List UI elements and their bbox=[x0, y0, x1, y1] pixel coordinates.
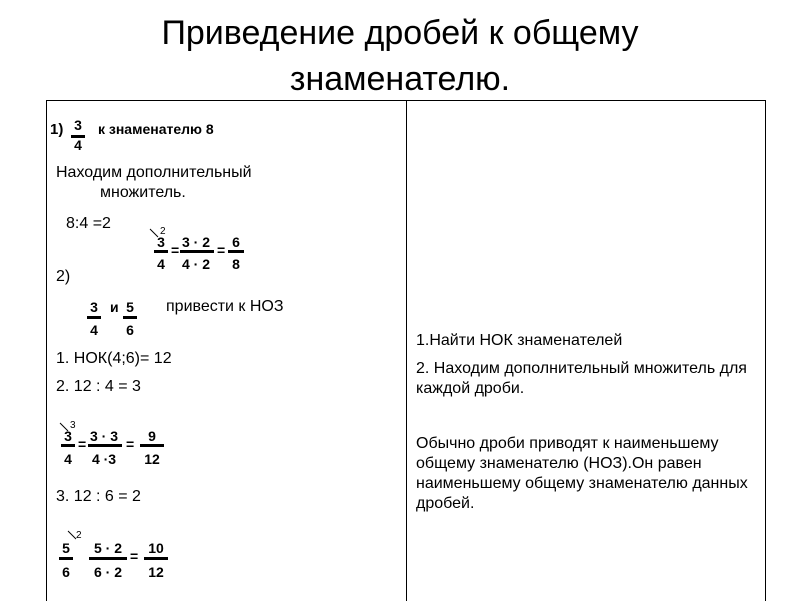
fraction-a-numerator: 3 bbox=[157, 234, 165, 250]
fraction-b-numerator: 3 · 3 bbox=[89, 428, 119, 444]
table-divider bbox=[406, 101, 407, 601]
example-1-header bbox=[50, 117, 260, 151]
fraction-bar bbox=[88, 444, 122, 447]
fraction-c-denominator: 12 bbox=[148, 564, 164, 580]
equation-3 bbox=[56, 529, 176, 585]
fraction-b-numerator: 3 · 2 bbox=[181, 234, 211, 250]
example-1-label: к знаменателю 8 bbox=[98, 121, 214, 137]
equals-sign: = bbox=[78, 436, 87, 452]
table-border-right bbox=[765, 101, 766, 601]
fraction-a-denominator: 4 bbox=[157, 256, 165, 272]
lcd-note: Обычно дроби приводят к наименьшему общему знаменателю (НОЗ).Он равен наименьшему общему знаменателю данных дробей. bbox=[416, 435, 748, 512]
equation-2 bbox=[56, 419, 176, 471]
fraction-b-numerator: 5 · 2 bbox=[93, 540, 123, 556]
step-1: 1. НОК(4;6)= 12 bbox=[56, 350, 172, 367]
fraction-b-denominator: 4 · 2 bbox=[181, 256, 211, 272]
find-multiplier-text: Находим дополнительный bbox=[56, 164, 252, 181]
equals-sign: = bbox=[217, 242, 226, 258]
fraction-c-numerator: 9 bbox=[148, 428, 156, 444]
rule-item-2: 2. Находим дополнительный множитель для каждой дроби. bbox=[416, 360, 747, 397]
equation-1 bbox=[150, 225, 260, 275]
equals-sign: = bbox=[171, 242, 180, 258]
example-2-fractions bbox=[86, 297, 166, 341]
fraction-bar bbox=[144, 557, 168, 560]
equals-sign: = bbox=[126, 436, 135, 452]
fraction-c-denominator: 12 bbox=[144, 451, 160, 467]
title-line-1: Приведение дробей к общему bbox=[161, 14, 639, 52]
example-1-number: 1) bbox=[50, 121, 64, 138]
fraction-a-denominator: 4 bbox=[90, 322, 98, 338]
fraction-bar bbox=[87, 316, 101, 319]
fraction-bar bbox=[89, 557, 127, 560]
fraction-bar bbox=[61, 444, 75, 447]
division-1: 8:4 =2 bbox=[66, 215, 111, 232]
fraction-b-denominator: 6 · 2 bbox=[93, 564, 123, 580]
rule-item-1: 1.Найти НОК знаменателей bbox=[416, 332, 623, 349]
fraction-b-denominator: 4 ·3 bbox=[91, 451, 117, 467]
fraction-a-numerator: 3 bbox=[90, 299, 98, 315]
fraction-a-denominator: 6 bbox=[62, 564, 70, 580]
fraction-c-denominator: 8 bbox=[232, 256, 240, 272]
fraction-b-denominator: 6 bbox=[126, 322, 134, 338]
fraction-a-denominator: 4 bbox=[64, 451, 72, 467]
find-multiplier-text-2: множитель. bbox=[100, 184, 186, 201]
multiplier-stroke bbox=[68, 531, 76, 539]
example-1-numerator: 3 bbox=[74, 117, 82, 133]
multiplier: 3 bbox=[70, 420, 76, 431]
multiplier: 2 bbox=[76, 530, 82, 541]
example-1-denominator: 4 bbox=[74, 137, 82, 153]
reduce-to-lcd-text: привести к НОЗ bbox=[166, 298, 284, 315]
fraction-bar bbox=[228, 250, 244, 253]
example-2-number: 2) bbox=[56, 268, 71, 285]
table-border-left bbox=[46, 101, 47, 601]
content-table bbox=[46, 100, 766, 601]
title-line-2: знаменателю. bbox=[289, 60, 511, 98]
step-2: 2. 12 : 4 = 3 bbox=[56, 378, 141, 395]
fraction-bar bbox=[180, 250, 214, 253]
multiplier: 2 bbox=[160, 226, 166, 237]
slide-title bbox=[0, 10, 800, 102]
fraction-bar bbox=[140, 444, 164, 447]
fraction-c-numerator: 10 bbox=[148, 540, 164, 556]
fraction-a-numerator: 3 bbox=[64, 428, 72, 444]
fraction-a-numerator: 5 bbox=[62, 540, 70, 556]
fraction-bar bbox=[154, 250, 168, 253]
fraction-c-numerator: 6 bbox=[232, 234, 240, 250]
step-3: 3. 12 : 6 = 2 bbox=[56, 488, 141, 505]
fraction-bar bbox=[59, 557, 73, 560]
equals-sign: = bbox=[130, 548, 139, 564]
and-word: и bbox=[110, 299, 119, 315]
fraction-bar bbox=[123, 316, 137, 319]
fraction-b-numerator: 5 bbox=[126, 299, 134, 315]
